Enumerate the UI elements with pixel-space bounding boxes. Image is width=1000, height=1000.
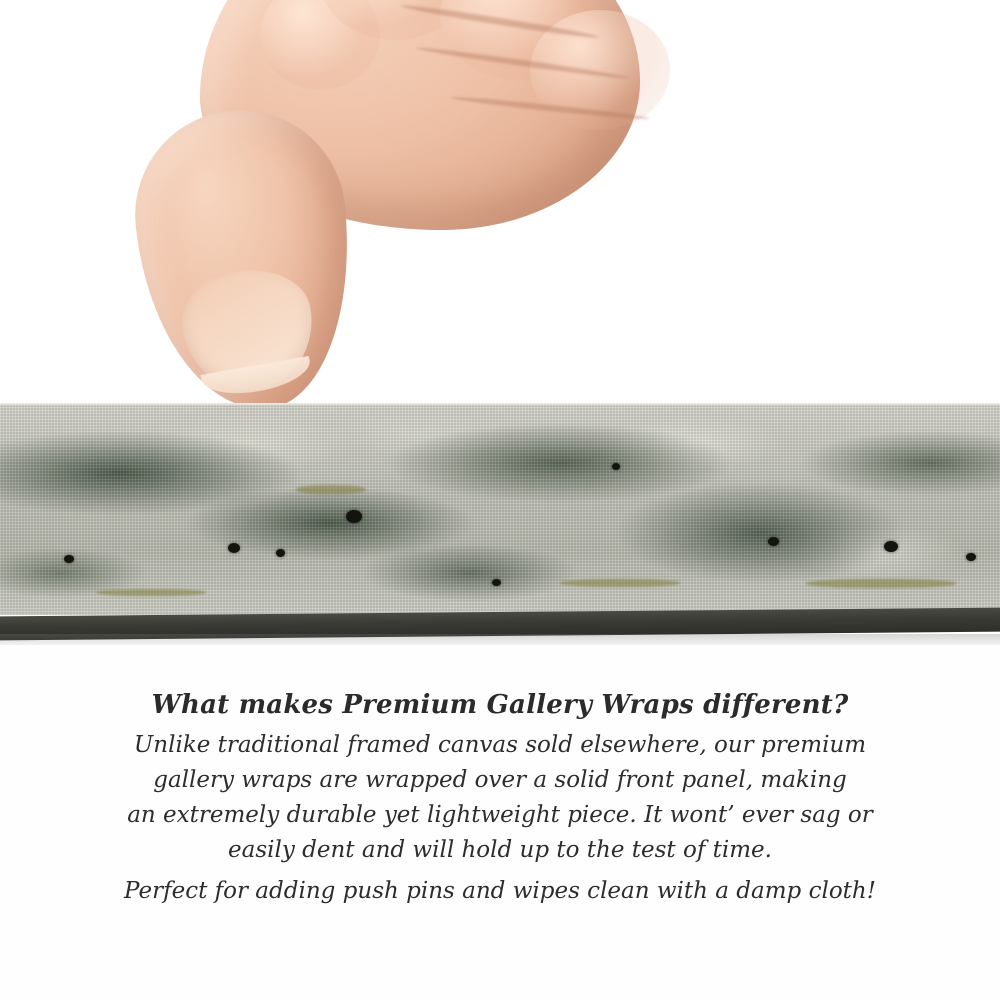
artwork-speck (64, 555, 74, 563)
artwork-speck (346, 510, 362, 523)
caption-line-4: easily dent and will hold up to the test of time. (228, 836, 772, 863)
artwork-speck (612, 463, 620, 470)
artwork-speck (884, 541, 898, 552)
caption-line-2: gallery wraps are wrapped over a solid front panel, making (153, 766, 847, 793)
thumbnail (174, 260, 323, 401)
artwork-olive-streak (296, 485, 366, 494)
canvas-top-highlight (0, 403, 1000, 407)
artwork-speck (228, 543, 240, 553)
artwork-speck (768, 537, 779, 546)
canvas-wrap-edge (0, 403, 1000, 615)
caption-closing-line: Perfect for adding push pins and wipes clean with a damp cloth! (124, 877, 876, 904)
artwork-speck (966, 553, 976, 561)
caption-line-3: an extremely durable yet lightweight piece. It wont’ ever sag or (127, 801, 873, 828)
canvas-drop-shadow (0, 634, 1000, 645)
artwork-olive-streak (560, 579, 680, 587)
artwork-olive-streak (96, 589, 206, 596)
caption-line-1: Unlike traditional framed canvas sold elsewhere, our premium (133, 732, 867, 758)
caption-headline: What makes Premium Gallery Wraps different? (151, 690, 849, 720)
artwork-speck (492, 579, 501, 586)
caption-block (0, 690, 1000, 909)
hand-illustration (120, 0, 650, 430)
artwork-olive-streak (806, 579, 956, 588)
artwork-speck (276, 549, 285, 557)
thumbnail-tip (200, 356, 313, 401)
